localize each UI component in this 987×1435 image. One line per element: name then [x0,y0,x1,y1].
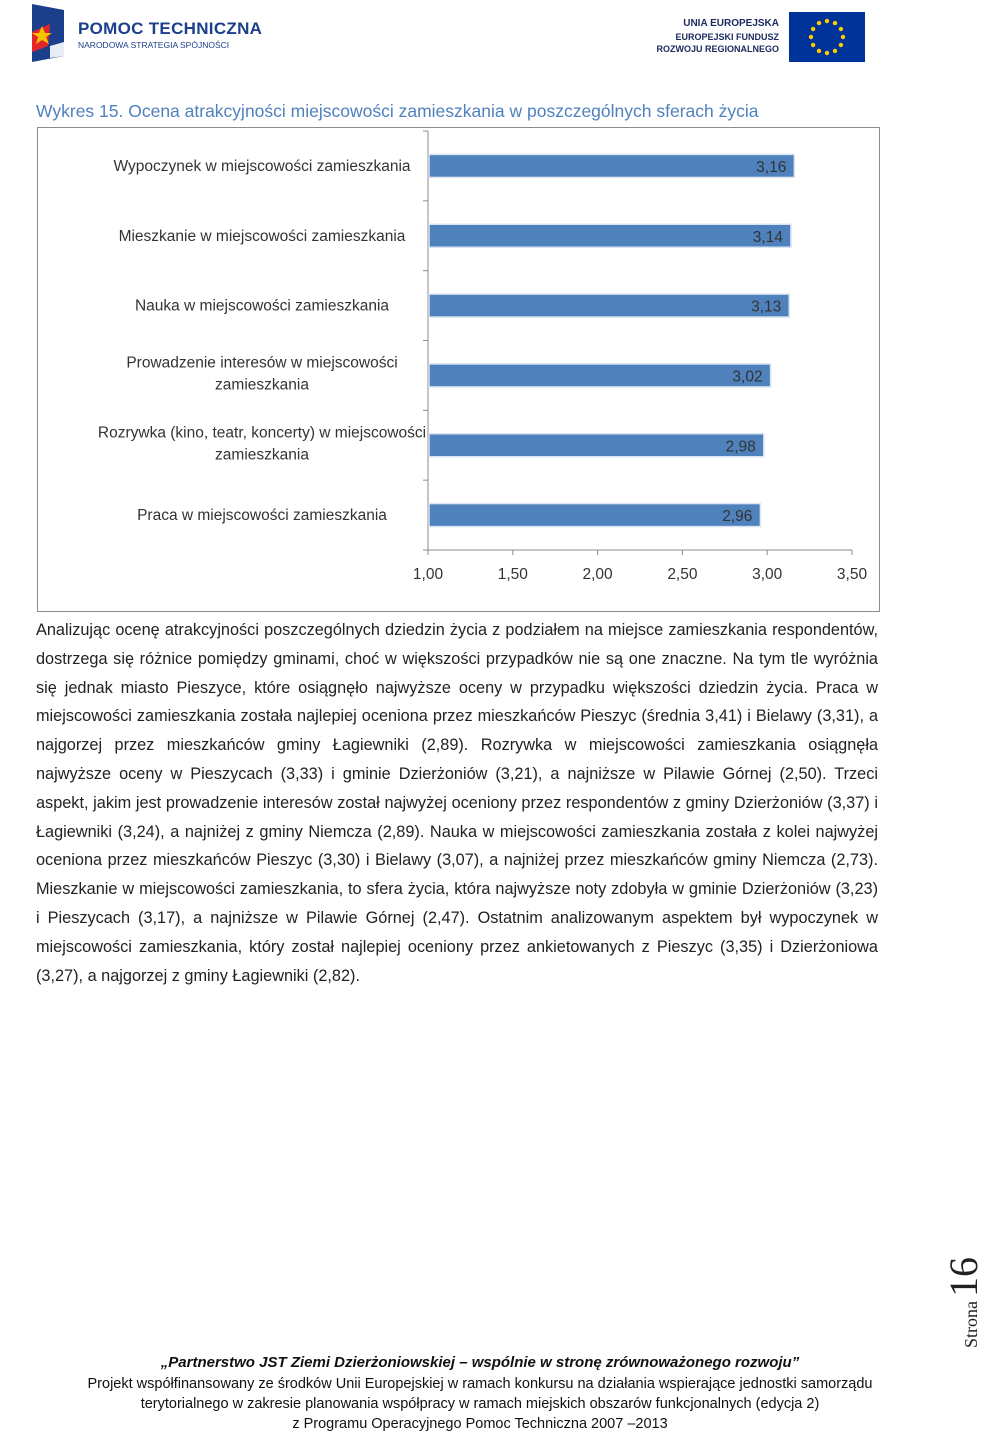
pomoc-techniczna-subtitle: NARODOWA STRATEGIA SPÓJNOŚCI [78,40,230,50]
bar-chart [0,0,960,620]
page-number-value: 16 [941,1257,986,1297]
footer-funding-line-2: terytorialnego w zakresie planowania współpracy w ramach miejskich obszarów funkcjonalnych (edycja 2) [140,1396,820,1412]
bar [429,154,794,177]
eu-logo-line-2: EUROPEJSKI FUNDUSZ [675,32,779,42]
bar [429,294,789,317]
x-tick-label: 2,00 [582,566,613,583]
footer-funding-line-1: Projekt współfinansowany ze środków Unii Europejskiej w ramach konkursu na działania wspierające jednostki samorządu [87,1376,873,1392]
x-tick-label: 1,00 [412,566,444,583]
bar-value-label: 3,16 [756,158,787,176]
bar-value-label: 3,14 [752,228,783,246]
bar-value-label: 3,02 [732,368,763,386]
category-label: Nauka w miejscowości zamieszkania [134,297,390,315]
x-tick-label: 1,50 [497,566,528,583]
page-footer [0,1352,960,1434]
eu-logo-line-3: ROZWOJU REGIONALNEGO [656,44,779,54]
category-label: Praca w miejscowości zamieszkania [137,507,387,525]
chart-title: Wykres 15. Ocena atrakcyjności miejscowości zamieszkania w poszczególnych sferach życia [36,101,759,121]
bar-value-label: 3,13 [751,298,782,316]
footer-funding-line-3: z Programu Operacyjnego Pomoc Techniczna 2007 –2013 [292,1416,668,1432]
footer-project-title: „Partnerstwo JST Ziemi Dzierżoniowskiej – wspólnie w stronę zrównoważonego rozwoju” [160,1354,800,1371]
bar [429,434,764,457]
bar [429,504,760,527]
bar-value-label: 2,96 [722,508,753,526]
bar [429,224,791,247]
category-label: zamieszkania [215,446,309,464]
x-tick-label: 3,00 [752,566,783,583]
bar [429,364,771,387]
x-tick-label: 3,50 [836,566,868,583]
bar-value-label: 2,98 [725,438,756,456]
category-label: Mieszkanie w miejscowości zamieszkania [118,227,406,245]
category-label: zamieszkania [215,376,309,394]
pomoc-techniczna-name: POMOC TECHNICZNA [78,19,263,38]
category-label: Prowadzenie interesów w miejscowości [126,354,398,372]
x-tick-label: 2,50 [667,566,698,583]
eu-logo-line-1: UNIA EUROPEJSKA [683,18,779,29]
category-label: Rozrywka (kino, teatr, koncerty) w miejscowości [97,424,427,442]
page-number-label: Strona [961,1301,981,1348]
category-label: Wypoczynek w miejscowości zamieszkania [113,157,411,175]
page-number [940,1257,987,1348]
analysis-paragraph: Analizując ocenę atrakcyjności poszczególnych dziedzin życia z podziałem na miejsce zamieszkania respondentów, dostrzega się różnice pomiędzy gminami, choć w większości przypadków nie są one znaczne. Na tym tle wyróżnia się jednak miasto Pieszyce, które osiągnęło najwyższe oceny w przypadku większości dziedzin życia. Praca w miejscowości zamieszkania została najlepiej oceniona przez mieszkańców Pieszyc (średnia 3,41) i Bielawy (3,31), a najgorzej przez mieszkańców gminy Łagiewniki (2,89). Rozrywka w miejscowości zamieszkania osiągnęła najwyższe oceny w Pieszycach (3,33) i gminie Dzierżoniów (3,21), a najniższe w Pilawie Górnej (2,50). Trzeci aspekt, jakim jest prowadzenie interesów został najwyżej oceniony przez respondentów z gminy Dzierżoniów (3,37) i Łagiewniki (3,24), a najniżej z gminy Niemcza (2,89). Nauka w miejscowości zamieszkania została z kolei najwyżej oceniona przez mieszkańców Pieszyc (3,30) i Bielawy (3,07), a najniżej przez mieszkańców gminy Niemcza (2,73). Mieszkanie w miejscowości zamieszkania, to sfera życia, która najwyższe noty zdobyła w gminie Dzierżoniów (3,23) i Pieszycach (3,17), a najniższe w Pilawie Górnej (2,47). Ostatnim analizowanym aspektem był wypoczynek w miejscowości zamieszkania, który został najlepiej oceniony przez ankietowanych z Pieszyc (3,35) i Dzierżoniowa (3,27), a najgorzej z gminy Łagiewniki (2,82). [36,621,878,985]
